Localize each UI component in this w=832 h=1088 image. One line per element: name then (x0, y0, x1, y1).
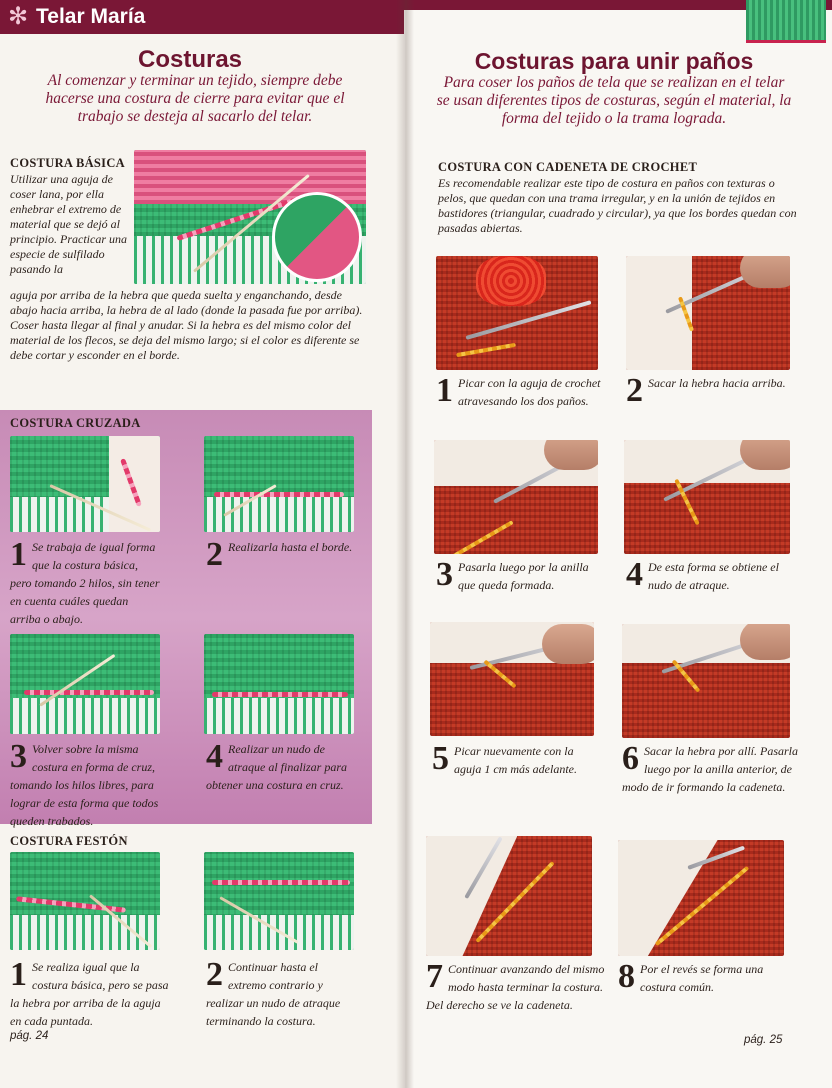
cruzada-step-3 (10, 740, 176, 830)
detail-circle (272, 192, 362, 282)
feston-step-2 (206, 958, 356, 1030)
orange-yarn (483, 660, 516, 689)
cadeneta-photo-1 (436, 256, 598, 370)
left-page (0, 0, 404, 1088)
step-number: 1 (10, 536, 27, 573)
cadeneta-step-3 (436, 558, 606, 594)
step-text: Picar con la aguja de crochet atravesando los dos paños. (458, 376, 601, 408)
step-number: 2 (626, 372, 643, 409)
cruzada-photo-2 (204, 436, 354, 532)
step-number: 1 (436, 372, 453, 409)
step-number: 2 (206, 956, 223, 993)
step-number: 4 (206, 738, 223, 775)
page-number: pág. 24 (10, 1030, 49, 1042)
step-text: Se trabaja de igual forma que la costura básica, pero tomando 2 hilos, sin tener en cuenta cuáles quedan arriba o abajo. (10, 540, 160, 626)
fringe (10, 915, 160, 950)
cadeneta-photo-5 (430, 622, 594, 736)
basica-photo (134, 150, 366, 284)
step-number: 6 (622, 740, 639, 777)
finger (542, 624, 594, 664)
cadeneta-photo-7 (426, 836, 592, 956)
finger (740, 440, 790, 470)
finger (544, 440, 598, 470)
step-number: 1 (10, 956, 27, 993)
fringe (204, 698, 354, 734)
background (426, 836, 517, 956)
feston-photo-1 (10, 852, 160, 950)
asterisk-icon: ✻ (8, 2, 29, 30)
cruzada-photo-4 (204, 634, 354, 734)
step-text: Realizar un nudo de atraque al finalizar para obtener una costura en cruz. (206, 742, 348, 792)
step-text: De esta forma se obtiene el nudo de atraque. (648, 560, 779, 592)
step-number: 7 (426, 958, 443, 995)
section-heading-feston: COSTURA FESTÓN (10, 834, 128, 848)
step-text: Continuar avanzando del mismo modo hasta terminar la costura. Del derecho se ve la cadeneta. (426, 962, 605, 1012)
cadeneta-photo-6 (622, 624, 790, 738)
cadeneta-photo-2 (626, 256, 790, 370)
right-page (404, 0, 832, 1088)
red-yarn-ball (476, 256, 546, 306)
cruzada-photo-1 (10, 436, 160, 532)
step-text: Picar nuevamente con la aguja 1 cm más adelante. (454, 744, 577, 776)
cruzada-photo-3 (10, 634, 160, 734)
cadeneta-photo-3 (434, 440, 598, 554)
intro-text: Para coser los paños de tela que se realizan en el telar se usan diferentes tipos de costuras, según el material, la forma del tejido o la trama lograda. (436, 74, 792, 127)
brand-label: Telar María (36, 5, 146, 28)
cadeneta-step-2 (626, 372, 796, 409)
step-number: 2 (206, 536, 223, 573)
step-text: Continuar hasta el extremo contrario y realizar un nudo de atraque terminando la costura. (206, 960, 341, 1028)
cadeneta-step-4 (626, 558, 796, 594)
feston-step-1 (10, 958, 170, 1030)
step-text: Volver sobre la misma costura en forma de cruz, tomando los hilos libres, para lograr de esta forma que todos queden trabados. (10, 742, 159, 828)
finger (740, 624, 790, 660)
background (626, 256, 692, 370)
cadeneta-step-8 (618, 960, 794, 996)
orange-yarn (442, 520, 513, 554)
basica-text-full: aguja por arriba de la hebra que queda suelta y enganchando, desde abajo hacia arriba, la hebra de al lado (donde la pasada fue por arriba). Coser hasta llegar al final y anudar. Si la hebra es del mismo color del material de los flecos, se deja del mismo largo; si el color es diferente se debe cortar y esconder en el borde. (10, 288, 363, 362)
step-text: Sacar la hebra hacia arriba. (648, 376, 786, 390)
cadeneta-step-6 (622, 742, 798, 796)
cruzada-step-4 (206, 740, 356, 794)
yarn (24, 690, 154, 695)
yarn (212, 692, 348, 697)
step-number: 3 (10, 738, 27, 775)
orange-yarn (456, 343, 516, 357)
cruzada-step-1 (10, 538, 160, 628)
step-text: Se realiza igual que la costura básica, pero se pasa la hebra por arriba de la aguja en cada puntada. (10, 960, 169, 1028)
fringe (10, 698, 160, 734)
finger (740, 256, 790, 288)
page-title: Costuras para unir paños (474, 48, 754, 74)
corner-photo (746, 0, 826, 43)
cadeneta-step-5 (432, 742, 602, 778)
background (618, 840, 718, 956)
cadeneta-step-7 (426, 960, 606, 1014)
cruzada-step-2 (206, 536, 356, 573)
step-text: Sacar la hebra por allí. Pasarla luego por la anilla anterior, de modo de ir formando la cadeneta. (622, 744, 799, 794)
section-heading-basica: COSTURA BÁSICA (10, 156, 125, 170)
page-title: Costuras (137, 46, 243, 73)
cadeneta-photo-8 (618, 840, 784, 956)
brand-banner (0, 0, 404, 34)
step-number: 5 (432, 740, 449, 777)
step-number: 3 (436, 556, 453, 593)
step-text: Realizarla hasta el borde. (228, 540, 353, 554)
step-text: Por el revés se forma una costura común. (640, 962, 764, 994)
step-number: 8 (618, 958, 635, 995)
page-gutter (396, 0, 414, 1088)
cadeneta-text: Es recomendable realizar este tipo de costura en paños con texturas o pelos, que quedan con una trama irregular, y en la unión de tejidos en bastidores (triangular, cuadrado y circular), ya que los bordes quedan con pasadas abiertas. (438, 176, 797, 235)
crochet-hook (465, 300, 591, 340)
step-text: Pasarla luego por la anilla que queda formada. (458, 560, 589, 592)
yarn (214, 492, 344, 497)
step-number: 4 (626, 556, 643, 593)
page-number: pág. 25 (744, 1034, 783, 1046)
cadeneta-photo-4 (624, 440, 790, 554)
section-heading-cadeneta: COSTURA CON CADENETA DE CROCHET (438, 160, 698, 174)
feston-photo-2 (204, 852, 354, 950)
intro-text: Al comenzar y terminar un tejido, siempre debe hacerse una costura de cierre para evitar que el trabajo se desteja al sacarlo del telar. (45, 72, 345, 125)
cadeneta-step-1 (436, 374, 606, 410)
basica-text-wrapped: Utilizar una aguja de coser lana, por ella enhebrar el extremo de material que se dejó al principio. Practicar una especie de sulfilado pasando la (10, 172, 127, 276)
yarn (212, 880, 350, 885)
section-heading-cruzada: COSTURA CRUZADA (10, 416, 141, 430)
